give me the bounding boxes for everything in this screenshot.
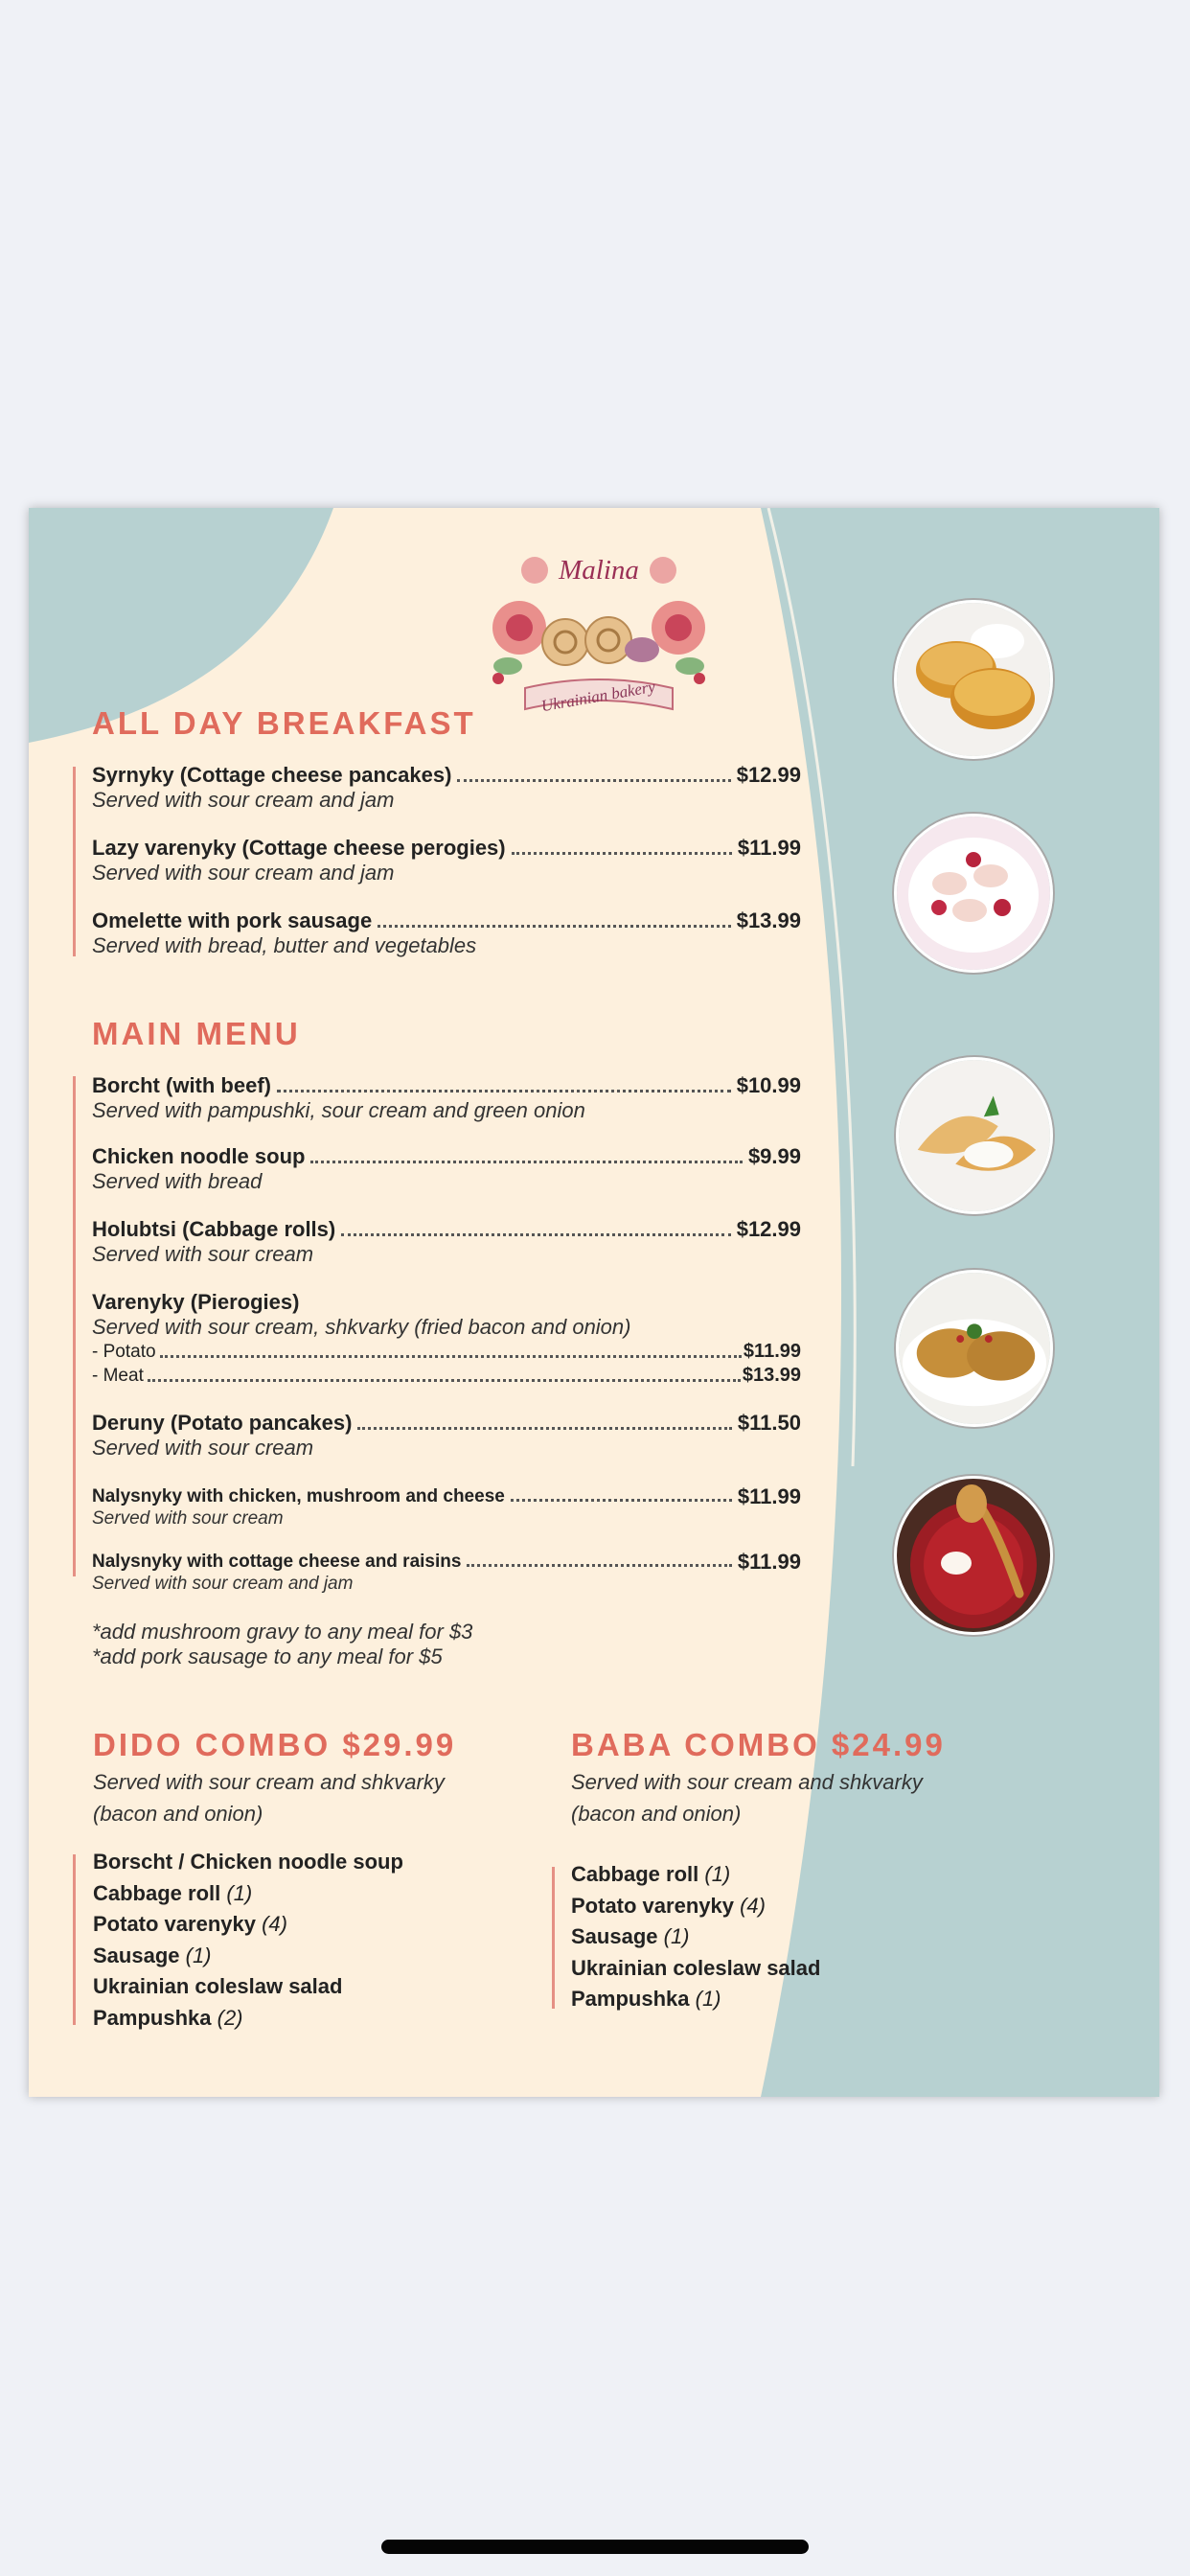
menu-item-nalysnyky-cheese: Nalysnyky with cottage cheese and raisins $11.99 Served with sour cream and jam: [92, 1550, 801, 1594]
baba-combo-list: [571, 1859, 820, 2015]
list-item: Pampushka (1): [571, 1987, 721, 2011]
item-price: $12.99: [736, 763, 801, 787]
list-item: Sausage (1): [571, 1924, 690, 1948]
syrnyky-photo: [894, 600, 1053, 759]
baba-combo-title: BABA COMBO $24.99: [571, 1727, 946, 1762]
home-indicator[interactable]: [381, 2540, 809, 2554]
menu-item-varenyky: Varenyky (Pierogies) Served with sour cream, shkvarky (fried bacon and onion) - Potato $11.99 - Meat $13.99: [92, 1290, 801, 1386]
menu-item-nalysnyky-chicken: Nalysnyky with chicken, mushroom and cheese $11.99 Served with sour cream: [92, 1484, 801, 1529]
menu-card: [29, 508, 1159, 2097]
item-price: $11.50: [737, 1411, 801, 1435]
item-price: $13.99: [736, 908, 801, 932]
menu-item-syrnyky: Syrnyky (Cottage cheese pancakes) $12.99 Served with sour cream and jam: [92, 763, 801, 812]
item-price: $11.99: [737, 1484, 801, 1508]
baba-combo-description: Served with sour cream and shkvarky (bacon and onion): [571, 1770, 923, 1826]
varenyky-option-potato: - Potato $11.99: [92, 1341, 801, 1362]
menu-item-chicken-noodle-soup: Chicken noodle soup $9.99 Served with bread: [92, 1144, 801, 1193]
borscht-photo: [894, 1476, 1053, 1635]
menu-item-borcht: Borcht (with beef) $10.99 Served with pampushki, sour cream and green onion: [92, 1073, 801, 1122]
main-menu-title: MAIN MENU: [92, 1016, 301, 1051]
item-price: $11.99: [737, 1550, 801, 1574]
dumplings-photo: [896, 1057, 1053, 1214]
list-item: Borscht / Chicken noodle soup: [93, 1850, 403, 1874]
add-on-notes: *add mushroom gravy to any meal for $3 *add pork sausage to any meal for $5: [92, 1620, 473, 1668]
menu-item-lazy-varenyky: Lazy varenyky (Cottage cheese perogies) $11.99 Served with sour cream and jam: [92, 836, 801, 885]
item-price: $11.99: [737, 836, 801, 860]
dido-combo-title: DIDO COMBO $29.99: [93, 1727, 457, 1762]
list-item: Potato varenyky (4): [571, 1893, 766, 1918]
list-item: Sausage (1): [93, 1943, 212, 1967]
dido-combo-rule: [73, 1854, 76, 2025]
list-item: Cabbage roll (1): [93, 1880, 253, 1905]
item-price: $9.99: [747, 1144, 801, 1168]
item-price: $10.99: [736, 1073, 801, 1097]
logo-name: Malina: [559, 555, 639, 586]
dido-combo-description: Served with sour cream and shkvarky (bacon and onion): [93, 1770, 445, 1826]
breakfast-title: ALL DAY BREAKFAST: [92, 705, 476, 741]
main-menu-rule: [73, 1076, 76, 1576]
list-item: Ukrainian coleslaw salad: [93, 1974, 343, 1998]
baba-combo-rule: [552, 1867, 555, 2009]
list-item: Cabbage roll (1): [571, 1862, 731, 1886]
deruny-photo: [896, 1270, 1053, 1427]
menu-item-holubtsi: Holubtsi (Cabbage rolls) $12.99 Served with sour cream: [92, 1217, 801, 1266]
list-item: Pampushka (2): [93, 2005, 243, 2030]
list-item: Potato varenyky (4): [93, 1912, 287, 1936]
dido-combo-list: [93, 1847, 403, 2034]
breakfast-rule: [73, 767, 76, 956]
lazy-varenyky-photo: [894, 814, 1053, 973]
item-price: $12.99: [736, 1217, 801, 1241]
menu-item-omelette: Omelette with pork sausage $13.99 Served with bread, butter and vegetables: [92, 908, 801, 957]
malina-logo: [469, 546, 728, 728]
varenyky-option-meat: - Meat $13.99: [92, 1365, 801, 1386]
logo-tagline: Ukrainian bakery: [539, 677, 657, 716]
list-item: Ukrainian coleslaw salad: [571, 1955, 821, 1980]
menu-item-deruny: Deruny (Potato pancakes) $11.50 Served with sour cream: [92, 1411, 801, 1460]
